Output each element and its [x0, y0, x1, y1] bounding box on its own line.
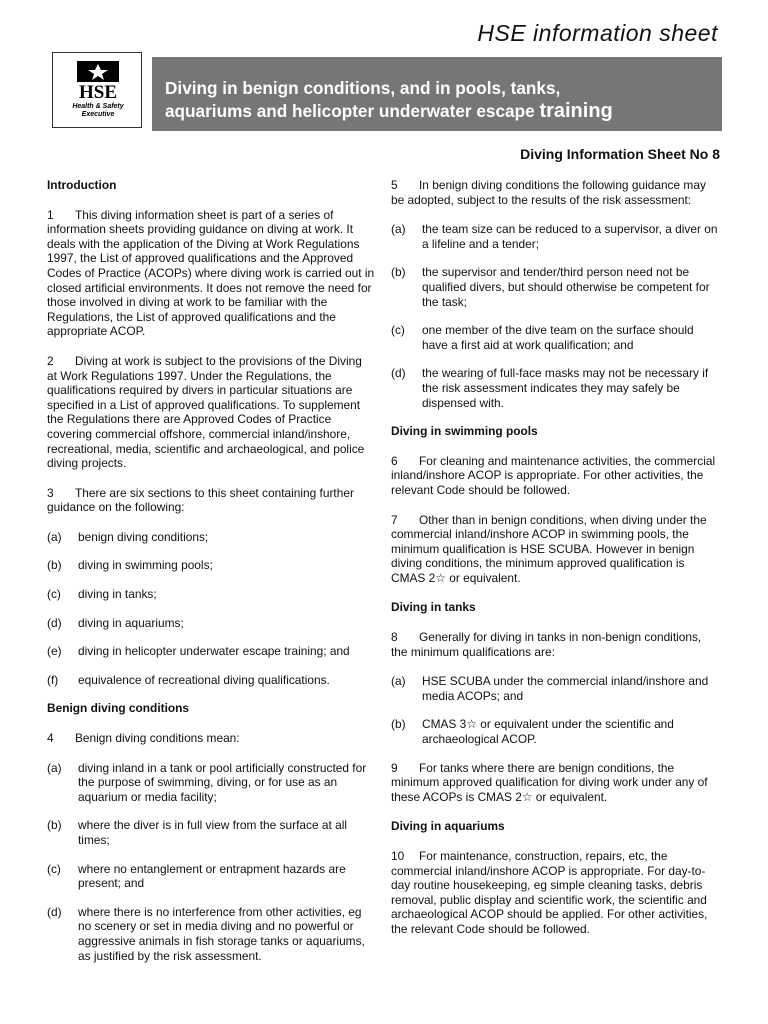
list-tank-qualifications: [391, 674, 721, 746]
title-line-2: aquariums and helicopter underwater escape training: [165, 100, 613, 122]
paragraph-1: 1 This diving information sheet is part of a series of information sheets providing guidance on diving at work. It deals with the application of the Diving at Work Regulations 1997, the List of approved qualifications and the Approved Codes of Practice (ACOPs) where diving work is carried out in closed artificial environments. It does not remove the need for those involved in diving at work to be familiar with the Regulations, the List of approved qualifications and the appropriate ACOP.: [47, 207, 375, 339]
list-item: (b) the supervisor and tender/third person need not be qualified divers, but should otherwise be competent for the task;: [391, 265, 710, 309]
list-item: (a) the team size can be reduced to a supervisor, a diver on a lifeline and a tender;: [391, 222, 718, 251]
section-heading: Diving in aquariums: [391, 819, 505, 834]
paragraph-2: 2 Diving at work is subject to the provisions of the Diving at Work Regulations 1997. Under the Regulations, the qualifications required by divers in particular situations are specified in a List of approved qualifications. To supplement the Regulations there are Approved Codes of Practice covering commercial offshore, commercial inland/inshore, recreational, media, scientific and archaeological, and police diving projects.: [47, 353, 365, 471]
hse-logo: [52, 52, 142, 128]
logo-initials: HSE: [78, 82, 118, 103]
left-column: [47, 178, 375, 977]
list-item: (c) one member of the dive team on the surface should have a first aid at work qualification; and: [391, 323, 694, 352]
list-item: (d) where there is no interference from other activities, eg no scenery or set in media diving and no powerful or aggressive animals in fish storage tanks or aquariums, as justified by the risk assessment.: [47, 904, 365, 963]
right-column: [391, 178, 721, 952]
list-item: (a) HSE SCUBA under the commercial inland/inshore and media ACOPs; and: [391, 674, 709, 703]
title-line-1: Diving in benign conditions, and in pools, tanks,: [165, 78, 561, 98]
list-item: (d) the wearing of full-face masks may not be necessary if the risk assessment indicates they may safely be dispensed with.: [391, 366, 709, 410]
list-sections: [47, 530, 375, 688]
list-item: (d) diving in aquariums;: [47, 615, 184, 630]
document-title: [152, 57, 722, 131]
list-benign-guidance: [391, 222, 721, 410]
section-heading: Diving in tanks: [391, 600, 476, 615]
list-item: (a) diving inland in a tank or pool artificially constructed for the purpose of swimming, diving, or for use as an aquarium or media facility;: [47, 760, 367, 804]
list-benign-conditions: [47, 761, 375, 964]
list-item: (f) equivalence of recreational diving qualifications.: [47, 672, 330, 687]
series-title: HSE information sheet: [477, 20, 718, 46]
paragraph-6: 6 For cleaning and maintenance activities, the commercial inland/inshore ACOP is appropriate. For other activities, the relevant Code should be followed.: [391, 453, 716, 497]
paragraph-3: 3 There are six sections to this sheet containing further guidance on the following:: [47, 485, 354, 515]
paragraph-9: 9 For tanks where there are benign conditions, the minimum approved qualification for diving work under any of these ACOPs is CMAS 2☆ or equivalent.: [391, 760, 708, 804]
paragraph-10: 10 For maintenance, construction, repairs, etc, the commercial inland/inshore ACOP is appropriate. For day-to-day routine housekeeping, eg simple cleaning tasks, debris removal, public display and scientific work, the scientific and archaeological ACOP should be applied. For other activities, the relevant Code should be followed.: [391, 849, 708, 936]
list-item: (c) where no entanglement or entrapment hazards are present; and: [47, 861, 346, 891]
title-last-word: training: [539, 100, 613, 122]
list-item: (c) diving in tanks;: [47, 587, 157, 602]
paragraph-7: 7 Other than in benign conditions, when diving under the commercial inland/inshore ACOP in swimming pools, the minimum qualification is HSE SCUBA. However in benign diving conditions, the minimum approved qualification is CMAS 2☆ or equivalent.: [391, 512, 707, 585]
sheet-number: Diving Information Sheet No 8: [520, 146, 720, 162]
section-heading: Introduction: [47, 178, 117, 192]
section-heading: Benign diving conditions: [47, 701, 190, 716]
logo-subtitle: Health & Safety Executive: [72, 103, 124, 118]
list-item: (b) where the diver is in full view from the surface at all times;: [47, 818, 347, 847]
list-item: (a) benign diving conditions;: [47, 529, 209, 544]
paragraph-4: 4 Benign diving conditions mean:: [47, 731, 240, 746]
section-heading: Diving in swimming pools: [391, 424, 538, 439]
paragraph-5: 5 In benign diving conditions the following guidance may be adopted, subject to the results of the risk assessment:: [391, 178, 706, 207]
list-item: (b) CMAS 3☆ or equivalent under the scientific and archaeological ACOP.: [391, 717, 674, 747]
list-item: (e) diving in helicopter underwater escape training; and: [47, 644, 350, 659]
list-item: (b) diving in swimming pools;: [47, 558, 213, 573]
paragraph-8: 8 Generally for diving in tanks in non-benign conditions, the minimum qualifications are:: [391, 630, 702, 659]
